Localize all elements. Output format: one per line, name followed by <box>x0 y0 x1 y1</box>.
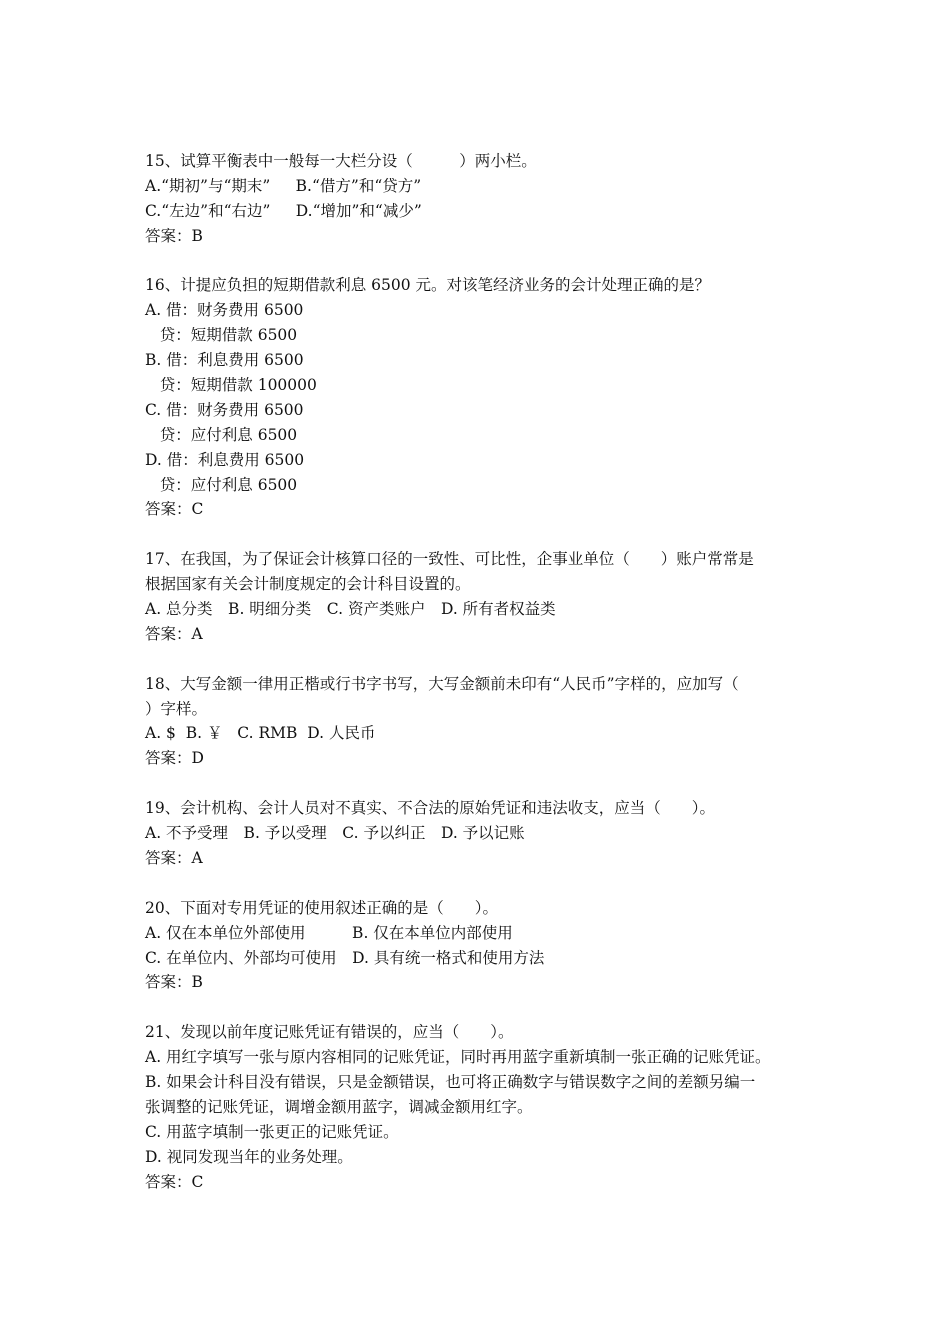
question-option: A.“期初”与“期末” B.“借方”和“贷方” <box>145 176 422 195</box>
question-option: A. 总分类 B. 明细分类 C. 资产类账户 D. 所有者权益类 <box>145 600 556 619</box>
question-20 <box>145 896 825 996</box>
question-option: C.“左边”和“右边” D.“增加”和“减少” <box>145 201 422 220</box>
question-option: A. 用红字填写一张与原内容相同的记账凭证，同时再用蓝字重新填制一张正确的记账凭证。 <box>145 1048 771 1067</box>
question-option: C. 借：财务费用 6500 <box>145 400 304 419</box>
question-option: A. 借：财务费用 6500 <box>145 301 304 320</box>
question-answer: 答案：A <box>145 624 203 643</box>
question-stem: 19、会计机构、会计人员对不真实、不合法的原始凭证和违法收支，应当（ ）。 <box>145 799 715 818</box>
question-option: C. 在单位内、外部均可使用 D. 具有统一格式和使用方法 <box>145 948 545 967</box>
question-option: C. 用蓝字填制一张更正的记账凭证。 <box>145 1122 399 1141</box>
question-spacer <box>145 995 825 1020</box>
question-spacer <box>145 249 825 274</box>
question-option: 张调整的记账凭证，调增金额用蓝字，调减金额用红字。 <box>145 1097 533 1116</box>
question-answer: 答案：C <box>145 500 204 519</box>
question-18 <box>145 672 825 772</box>
question-option: A. 不予受理 B. 予以受理 C. 予以纠正 D. 予以记账 <box>145 824 525 843</box>
question-option: A. 仅在本单位外部使用 B. 仅在本单位内部使用 <box>145 923 513 942</box>
question-stem: 21、发现以前年度记账凭证有错误的，应当（ ）。 <box>145 1023 514 1042</box>
question-17 <box>145 547 825 647</box>
question-stem: 18、大写金额一律用正楷或行书字书写，大写金额前未印有“人民币”字样的，应加写（ <box>145 674 739 693</box>
question-stem: 17、在我国，为了保证会计核算口径的一致性、可比性，企事业单位（ ）账户常常是 <box>145 550 754 569</box>
question-option: B. 如果会计科目没有错误，只是金额错误，也可将正确数字与错误数字之间的差额另编一 <box>145 1072 756 1091</box>
question-spacer <box>145 871 825 896</box>
question-option: D. 借：利息费用 6500 <box>145 450 305 469</box>
question-option: D. 视同发现当年的业务处理。 <box>145 1147 353 1166</box>
question-15 <box>145 149 825 249</box>
question-spacer <box>145 522 825 547</box>
question-answer: 答案：C <box>145 1172 204 1191</box>
question-stem: 15、试算平衡表中一般每一大栏分设（ ）两小栏。 <box>145 152 537 170</box>
question-option-detail: 贷：短期借款 100000 <box>145 376 317 395</box>
question-stem: ）字样。 <box>145 699 208 718</box>
question-option: A. $ B. ￥ C. RMB D. 人民币 <box>145 724 376 743</box>
question-answer: 答案：B <box>145 973 203 992</box>
question-21 <box>145 1020 825 1194</box>
question-stem: 根据国家有关会计制度规定的会计科目设置的。 <box>145 575 471 594</box>
question-option-detail: 贷：短期借款 6500 <box>145 326 298 345</box>
question-19 <box>145 796 825 871</box>
question-answer: 答案：A <box>145 848 203 867</box>
question-answer: 答案：B <box>145 226 203 245</box>
question-option-detail: 贷：应付利息 6500 <box>145 475 298 494</box>
question-option: B. 借：利息费用 6500 <box>145 351 304 370</box>
question-answer: 答案：D <box>145 749 204 768</box>
document-page <box>145 149 825 1194</box>
question-spacer <box>145 771 825 796</box>
question-stem: 16、计提应负担的短期借款利息 6500 元。对该笔经济业务的会计处理正确的是？ <box>145 276 711 295</box>
question-stem: 20、下面对专用凭证的使用叙述正确的是（ ）。 <box>145 898 498 917</box>
question-spacer <box>145 647 825 672</box>
question-16 <box>145 273 825 522</box>
question-option-detail: 贷：应付利息 6500 <box>145 425 298 444</box>
